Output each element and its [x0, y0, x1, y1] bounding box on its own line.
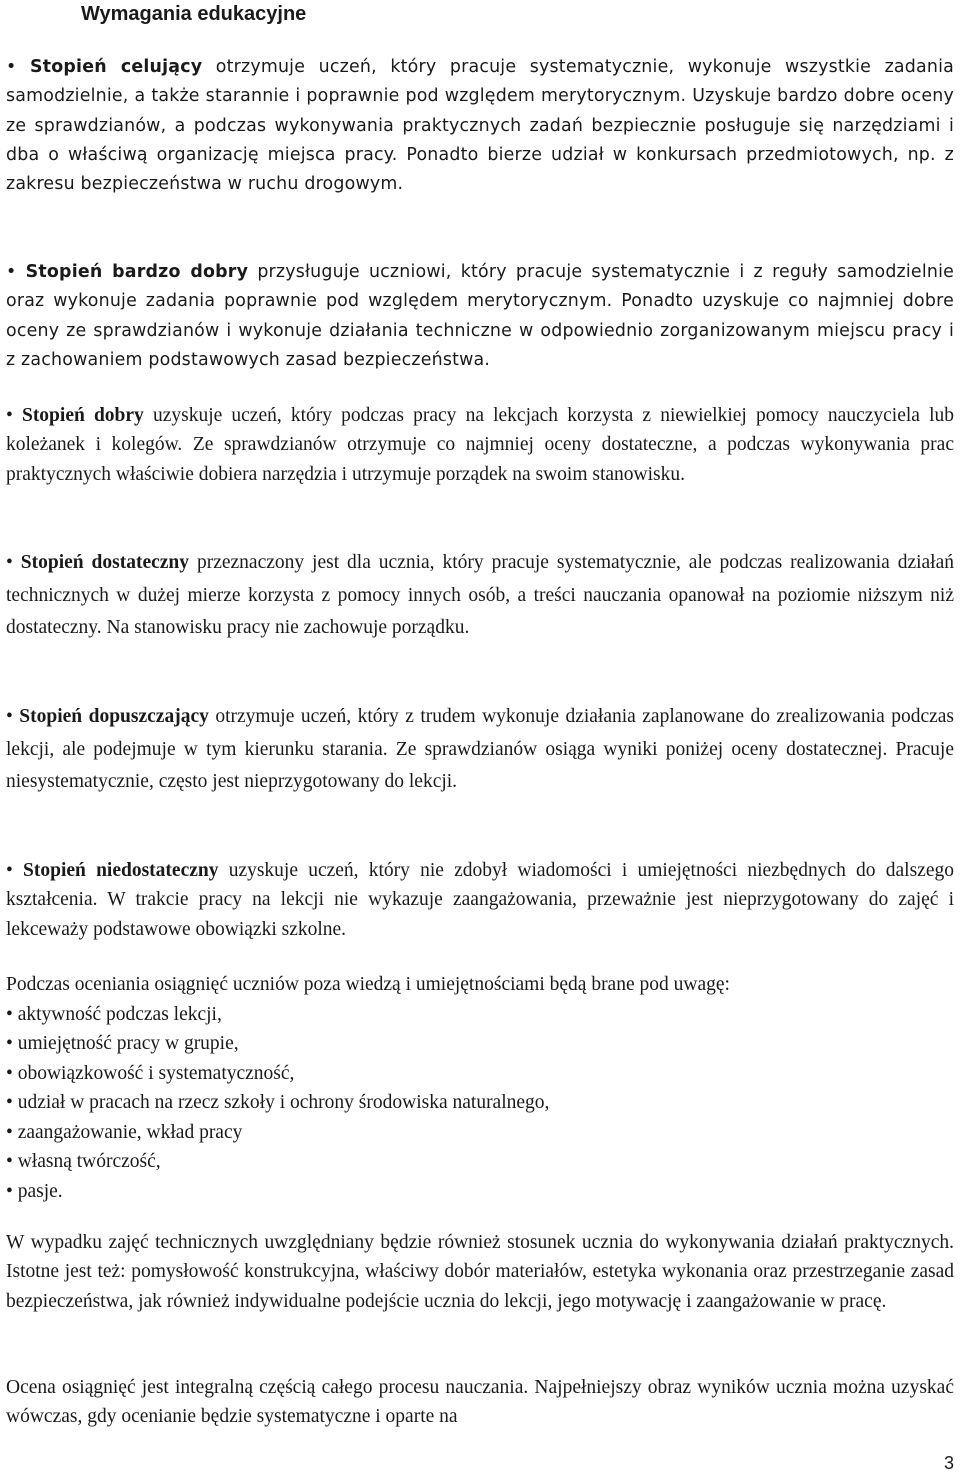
- bullet-icon: •: [6, 1151, 18, 1172]
- grade-paragraph-dobry: [6, 401, 954, 489]
- bullet-icon: •: [6, 57, 17, 77]
- grade-name: Stopień bardzo dobry: [25, 262, 249, 282]
- bullet-icon: •: [6, 1033, 18, 1054]
- bullet-icon: •: [6, 262, 17, 282]
- list-item: • zaangażowanie, wkład pracy: [6, 1121, 243, 1143]
- grade-paragraph-bardzo-dobry: [6, 258, 954, 375]
- list-item: • aktywność podczas lekcji,: [6, 1003, 222, 1025]
- grade-description: uzyskuje uczeń, który nie zdobył wiadomości i umiejętności niezbędnych do dalszego kształcenia. W trakcie pracy na lekcji nie wykazuje zaangażowania, przeważnie jest nieprzygotowany do zajęć i lekceważy podstawowe obowiązki szkolne.: [6, 860, 954, 940]
- grade-description: przeznaczony jest dla ucznia, który pracuje systematycznie, ale podczas realizowania działań technicznych w dużej mierze korzysta z pomocy innych osób, a treści nauczania opanował na poziomie niższym niż dostateczny. Na stanowisku pracy nie zachowuje porządku.: [6, 552, 955, 638]
- page-number: 3: [943, 1453, 954, 1473]
- bullet-icon: •: [6, 1121, 18, 1143]
- list-item: • obowiązkowość i systematyczność,: [6, 1062, 295, 1084]
- list-item: • umiejętność pracy w grupie,: [6, 1033, 239, 1054]
- bullet-icon: •: [6, 706, 13, 727]
- technical-paragraph: W wypadku zajęć technicznych uwzględniany będzie również stosunek ucznia do wykonywania działań praktycznych. Istotne jest też: pomysłowość konstrukcyjna, właściwy dobór materiałów, estetyka wykonania oraz przestrzeganie zasad bezpieczeństwa, jak również indywidualne podejście ucznia do lekcji, jego motywację i zaangażowanie w pracę.: [6, 1232, 954, 1312]
- grade-name: Stopień niedostateczny: [23, 860, 219, 881]
- grade-name: Stopień dobry: [21, 405, 144, 426]
- grade-paragraph-celujacy: [6, 53, 954, 199]
- bullet-icon: •: [6, 1062, 18, 1084]
- assessment-paragraph: Ocena osiągnięć jest integralną częścią całego procesu nauczania. Najpełniejszy obraz wyników ucznia można uzyskać wówczas, gdy ocenianie będzie systematyczne i oparte na: [6, 1377, 954, 1428]
- bullet-icon: •: [6, 1180, 18, 1202]
- bullet-icon: •: [6, 1003, 18, 1025]
- grade-paragraph-dopuszczajacy: [6, 701, 954, 799]
- grade-name: Stopień dopuszczający: [19, 706, 209, 727]
- grade-description: otrzymuje uczeń, który pracuje systematycznie, wykonuje wszystkie zadania samodzielnie, a także starannie i poprawnie pod względem merytorycznym. Uzyskuje bardzo dobre oceny ze sprawdzianów, a podczas wykonywania praktycznych zadań bezpiecznie posługuje się narzędziami i dba o właściwą organizację miejsca pracy. Ponadto bierze udział w konkursach przedmiotowych, np. z zakresu bezpieczeństwa w ruchu drogowym.: [6, 57, 954, 195]
- page-title: Wymagania edukacyjne: [81, 3, 307, 25]
- grade-paragraph-niedostateczny: [6, 856, 954, 944]
- grade-name: Stopień dostateczny: [20, 552, 190, 573]
- list-item: • własną twórczość,: [6, 1151, 161, 1172]
- assessment-criteria: [6, 970, 954, 1206]
- bullet-icon: •: [6, 552, 13, 573]
- grade-name: Stopień celujący: [30, 57, 203, 77]
- bullet-icon: •: [6, 405, 13, 426]
- bullet-icon: •: [6, 1092, 18, 1113]
- list-item: • pasje.: [6, 1180, 63, 1202]
- criteria-list: [6, 1000, 954, 1207]
- grade-description: otrzymuje uczeń, który z trudem wykonuje działania zaplanowane do zrealizowania podczas lekcji, ale podejmuje w tym kierunku starania. Ze sprawdzianów osiąga wyniki poniżej oceny dostatecznej. Pracuje niesystematycznie, często jest nieprzygotowany do lekcji.: [6, 706, 955, 792]
- grade-description: uzyskuje uczeń, który podczas pracy na lekcjach korzysta z niewielkiej pomocy nauczyciela lub koleżanek i kolegów. Ze sprawdzianów otrzymuje co najmniej oceny dostateczne, a podczas wykonywania prac praktycznych właściwie dobiera narzędzia i utrzymuje porządek na swoim stanowisku.: [6, 405, 954, 485]
- grade-description: przysługuje uczniowi, który pracuje systematycznie i z reguły samodzielnie oraz wykonuje zadania poprawnie pod względem merytorycznym. Ponadto uzyskuje co najmniej dobre oceny ze sprawdzianów i wykonuje działania techniczne w odpowiednio zorganizowanym miejscu pracy i z zachowaniem podstawowych zasad bezpieczeństwa.: [6, 262, 955, 370]
- list-item: • udział w pracach na rzecz szkoły i ochrony środowiska naturalnego,: [6, 1092, 550, 1113]
- grade-paragraph-dostateczny: [6, 547, 954, 645]
- criteria-intro: Podczas oceniania osiągnięć uczniów poza wiedzą i umiejętnościami będą brane pod uwagę:: [6, 974, 730, 995]
- bullet-icon: •: [6, 860, 13, 881]
